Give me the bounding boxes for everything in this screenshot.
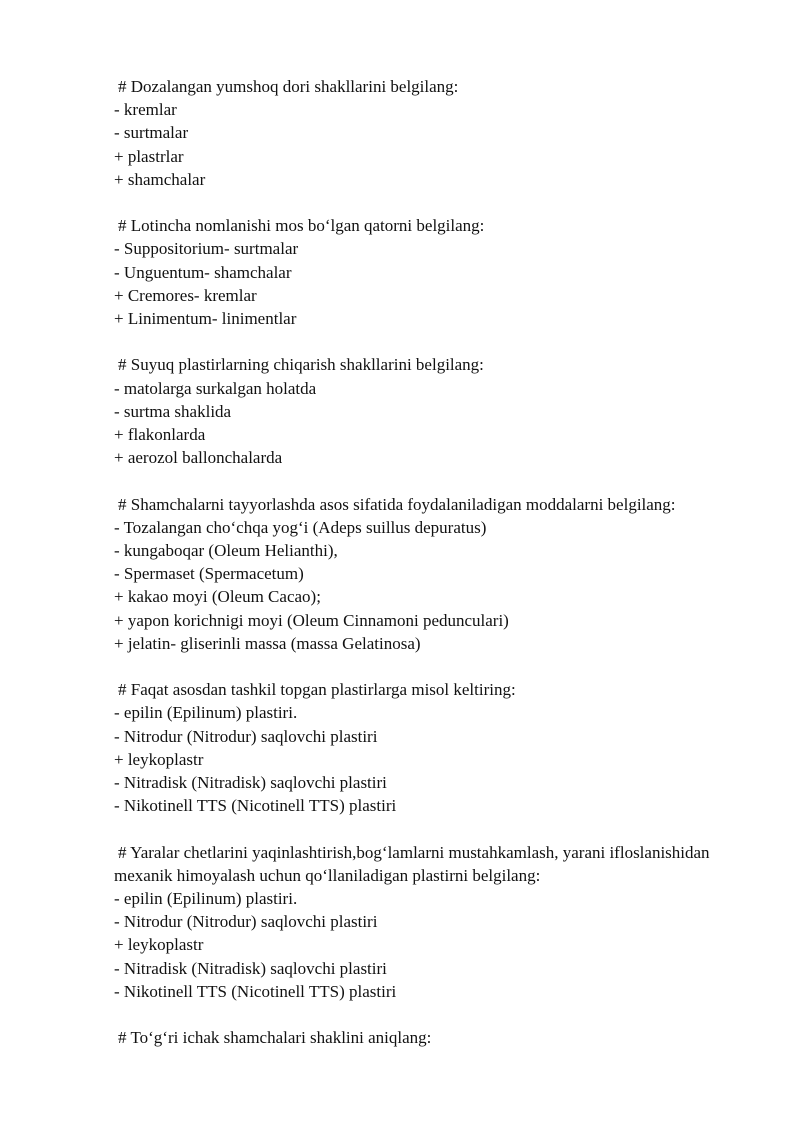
answer-option: - epilin (Epilinum) plastiri. — [114, 889, 298, 909]
document-page — [114, 75, 764, 1073]
answer-option: - surtma shaklida — [114, 401, 232, 421]
answer-option: + Linimentum- linimentlar — [114, 309, 297, 329]
answer-option: - epilin (Epilinum) plastiri. — [114, 703, 298, 723]
question-block — [114, 841, 764, 1003]
answer-option: - Suppositorium- surtmalar — [114, 239, 299, 259]
question-block — [114, 353, 764, 469]
answer-option: + yapon korichnigi moyi (Oleum Cinnamoni pedunculari) — [114, 610, 509, 630]
question-block — [114, 214, 764, 330]
answer-option: + flakonlarda — [114, 425, 206, 445]
answer-option: + kakao moyi (Oleum Cacao); — [114, 587, 321, 607]
answer-option: + aerozol ballonchalarda — [114, 448, 283, 468]
question-text: # Yaralar chetlarini yaqinlashtirish,bog‘lamlarni mustahkamlash, yarani ifloslanishidan mexanik himoyalash uchun qo‘llaniladigan plastirni belgilang: — [114, 842, 714, 885]
question-text: # Dozalangan yumshoq dori shakllarini belgilang: — [118, 77, 459, 96]
answer-option: + plastrlar — [114, 146, 184, 166]
answer-option: + leykoplastr — [114, 935, 204, 955]
question-text: # To‘g‘ri ichak shamchalari shaklini aniqlang: — [118, 1028, 432, 1048]
answer-option: - Spermaset (Spermacetum) — [114, 564, 304, 584]
answer-option: + jelatin- gliserinli massa (massa Gelatinosa) — [114, 633, 421, 653]
question-text: # Suyuq plastirlarning chiqarish shakllarini belgilang: — [118, 355, 484, 375]
answer-option: - Nitradisk (Nitradisk) saqlovchi plastiri — [114, 773, 387, 793]
question-text: # Faqat asosdan tashkil topgan plastirlarga misol keltiring: — [118, 680, 516, 700]
question-block — [114, 75, 764, 191]
answer-option: - kungaboqar (Oleum Helianthi), — [114, 541, 338, 561]
answer-option: - Unguentum- shamchalar — [114, 262, 292, 282]
answer-option: + Cremores- kremlar — [114, 285, 257, 305]
answer-option: - Nikotinell TTS (Nicotinell TTS) plastiri — [114, 981, 397, 1001]
answer-option: + leykoplastr — [114, 749, 204, 769]
question-text: # Lotincha nomlanishi mos bo‘lgan qatorni belgilang: — [118, 216, 485, 236]
answer-option: - Nikotinell TTS (Nicotinell TTS) plastiri — [114, 796, 397, 816]
answer-option: - matolarga surkalgan holatda — [114, 378, 317, 398]
question-block — [114, 1026, 764, 1049]
answer-option: + shamchalar — [114, 169, 206, 189]
answer-option: - Nitrodur (Nitrodur) saqlovchi plastiri — [114, 912, 378, 932]
question-block — [114, 493, 764, 655]
answer-option: - kremlar — [114, 100, 177, 120]
answer-option: - surtmalar — [114, 123, 189, 143]
answer-option: - Nitrodur (Nitrodur) saqlovchi plastiri — [114, 726, 378, 746]
answer-option: - Nitradisk (Nitradisk) saqlovchi plastiri — [114, 958, 387, 978]
question-block — [114, 678, 764, 817]
answer-option: - Tozalangan cho‘chqa yog‘i (Adeps suillus depuratus) — [114, 517, 487, 537]
question-text: # Shamchalarni tayyorlashda asos sifatida foydalaniladigan moddalarni belgilang: — [118, 494, 676, 514]
